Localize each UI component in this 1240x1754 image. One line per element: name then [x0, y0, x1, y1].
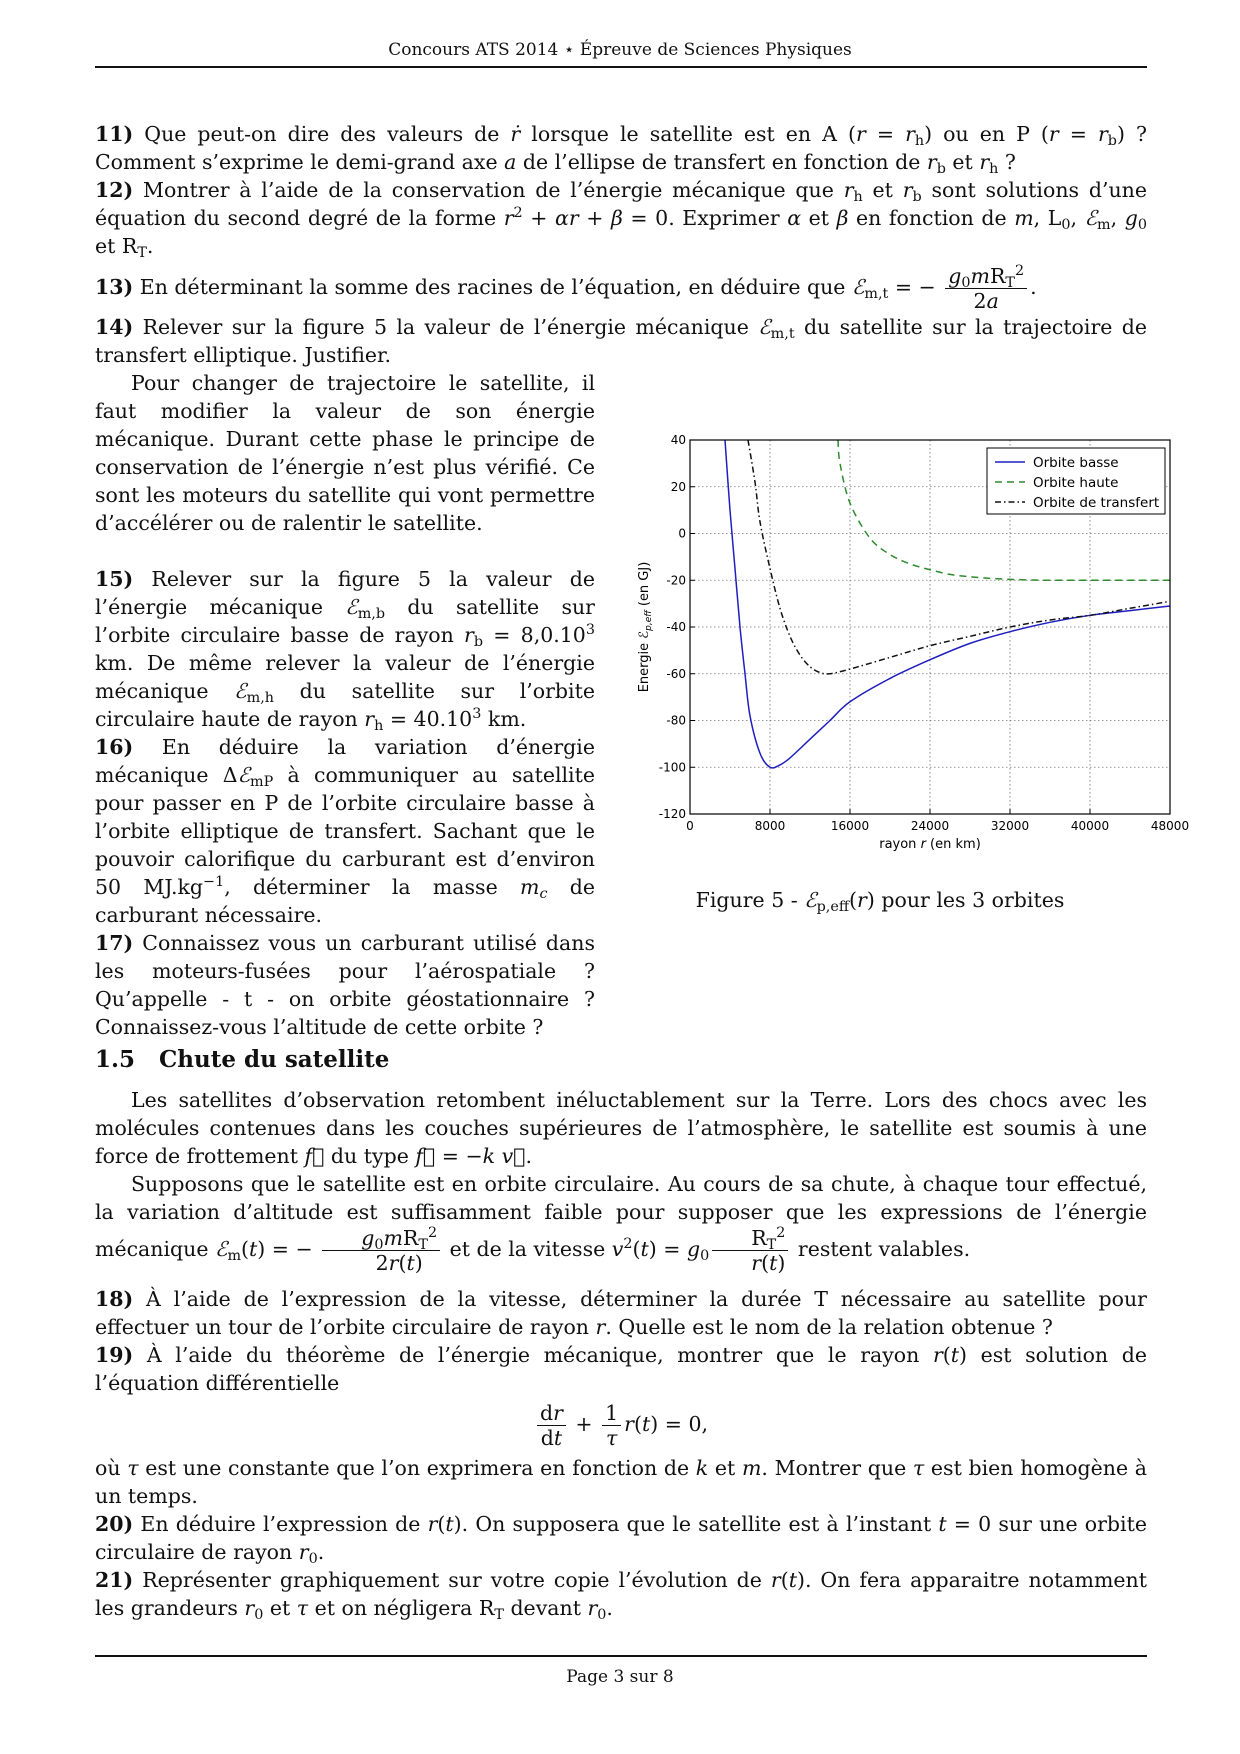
x-tick-label: 16000	[830, 819, 870, 833]
y-tick-label: 0	[678, 526, 686, 541]
chart-ylabel: Energie ℰ$_{p,eff}$ (en GJ)	[637, 561, 654, 693]
x-tick-label: 8000	[754, 819, 786, 833]
figure-5-chart	[630, 430, 1220, 870]
question-18: 18) À l’aide de l’expression de la vitesse, déterminer la durée T nécessaire au satellite pour effectuer un tour de l’orbite circulaire de rayon r. Quelle est le nom de la relation obtenue ?	[95, 1287, 1147, 1339]
question-19-continued: où τ est une constante que l’on exprimera en fonction de k et m. Montrer que τ est bien homogène à un temps.	[95, 1456, 1148, 1508]
chute-section	[95, 1086, 1147, 1622]
x-tick-label: 40000	[1070, 819, 1110, 833]
legend-label: Orbite de transfert	[1033, 495, 1160, 511]
question-17: 17) Connaissez vous un carburant utilisé dans les moteurs-fusées pour l’aérospatiale ? Qu’appelle - t - on orbite géostationnaire ? Connaissez-vous l’altitude de cette orbite ?	[95, 931, 595, 1039]
x-tick-label: 24000	[910, 819, 950, 833]
page-footer: Page 3 sur 8	[566, 1667, 674, 1687]
footer-rule	[95, 1655, 1147, 1657]
y-tick-label: -80	[666, 713, 686, 728]
chute-paragraph-1: Les satellites d’observation retombent inéluctablement sur la Terre. Lors des chocs avec les molécules contenues dans les couches supérieures de l’atmosphère, le satellite est soumis à une force de frottement f⃗ du type f⃗ = −k v⃗.	[95, 1088, 1147, 1168]
energy-plot	[630, 430, 1220, 870]
chart-legend	[987, 448, 1165, 514]
y-tick-label: 40	[670, 433, 686, 447]
x-tick-label: 32000	[990, 819, 1030, 833]
legend-label: Orbite basse	[1033, 455, 1119, 471]
question-13: 13) En déterminant la somme des racines de l’équation, en déduire que ℰ$_{m,t}$ = − $\frac{g_0mR_T^2}{2a}$ .	[95, 263, 1037, 313]
question-16: 16) En déduire la variation d’énergie mécanique Δℰ$_{mP}$ à communiquer au satellite pour passer en P de l’orbite circulaire basse à l’orbite elliptique de transfert. Sachant que le pouvoir calorifique du carburant est d’environ 50 $MJ.kg^{-1}$, déterminer la masse $m_c$ de carburant nécessaire.	[95, 735, 596, 927]
question-14: 14) Relever sur la figure 5 la valeur de l’énergie mécanique ℰ$_{m,t}$ du satellite sur la trajectoire de transfert elliptique. Justifier.	[95, 315, 1147, 367]
chute-paragraph-2: Supposons que le satellite est en orbite circulaire. Au cours de sa chute, à chaque tour effectué, la variation d’altitude est suffisamment faible pour supposer que les expressions de l’énergie mécanique ℰ$_m$(t) = − $\frac{g_0mR_T^2}{2r(t)}$ et de la vitesse $v^2(t) = g_0$ $\frac{R_T^2}{r(t)}$ restent valables.	[95, 1172, 1147, 1275]
question-15: 15) Relever sur la figure 5 la valeur de l’énergie mécanique ℰ$_{m,b}$ du satellite sur l’orbite circulaire basse de rayon $r_b = 8,0.10^3$ km. De même relever la valeur de l’énergie mécanique ℰ$_{m,h}$ du satellite sur l’orbite circulaire haute de rayon $r_h = 40.10^3$ km.	[95, 567, 595, 734]
questions-top	[95, 120, 1147, 369]
question-21: 21) Représenter graphiquement sur votre copie l’évolution de r(t). On fera apparaitre notamment les grandeurs $r_0$ et τ et on négligera $R_T$ devant $r_0$.	[95, 1568, 1147, 1623]
y-tick-label: -100	[658, 760, 686, 775]
y-tick-label: -20	[666, 573, 686, 588]
y-tick-label: 20	[670, 479, 686, 494]
section-heading: 1.5 Chute du satellite	[95, 1046, 390, 1073]
intro-paragraph: Pour changer de trajectoire le satellite, il faut modifier la valeur de son énergie mécanique. Durant cette phase le principe de conservation de l’énergie n’est plus vérifié. Ce sont les moteurs du satellite qui vont permettre d’accélérer ou de ralentir le satellite.	[95, 371, 595, 535]
legend-label: Orbite haute	[1033, 475, 1119, 491]
differential-equation: $\frac{dr}{dt}$ + $\frac{1}{\tau}$ r(t) = 0,	[95, 1401, 1147, 1450]
x-tick-label: 0	[686, 819, 694, 833]
y-tick-label: -40	[666, 620, 686, 634]
header-rule	[95, 66, 1147, 68]
x-tick-label: 48000	[1150, 819, 1190, 833]
question-11: 11) Que peut-on dire des valeurs de ṙ lorsque le satellite est en A $(r = r_h)$ ou en P $(r = r_b)$ ? Comment s’exprime le demi-grand axe a de l’ellipse de transfert en fonction de $r_b$ et $r_h$ ?	[95, 122, 1148, 177]
question-20: 20) En déduire l’expression de r(t). On supposera que le satellite est à l’instant t = 0 sur une orbite circulaire de rayon $r_0$.	[95, 1512, 1147, 1567]
left-column	[95, 369, 595, 1041]
question-12: 12) Montrer à l’aide de la conservation de l’énergie mécanique que $r_h$ et $r_b$ sont solutions d’une équation du second degré de la forme $r^2 + \alpha r + \beta = 0$. Exprimer α et β en fonction de m, $L_0$, ℰ$_m$, $g_0$ et $R_T$.	[95, 178, 1147, 261]
y-tick-label: -60	[666, 666, 686, 681]
question-19: 19) À l’aide du théorème de l’énergie mécanique, montrer que le rayon r(t) est solution de l’équation différentielle	[95, 1343, 1147, 1395]
chart-xlabel: rayon r (en km)	[879, 837, 981, 852]
y-tick-label: -120	[658, 807, 686, 821]
page-header-title: Concours ATS 2014 ⋆ Épreuve de Sciences Physiques	[388, 40, 852, 60]
figure-5-caption: Figure 5 - ℰ$_{p,eff}$(r) pour les 3 orbites	[695, 888, 1065, 915]
